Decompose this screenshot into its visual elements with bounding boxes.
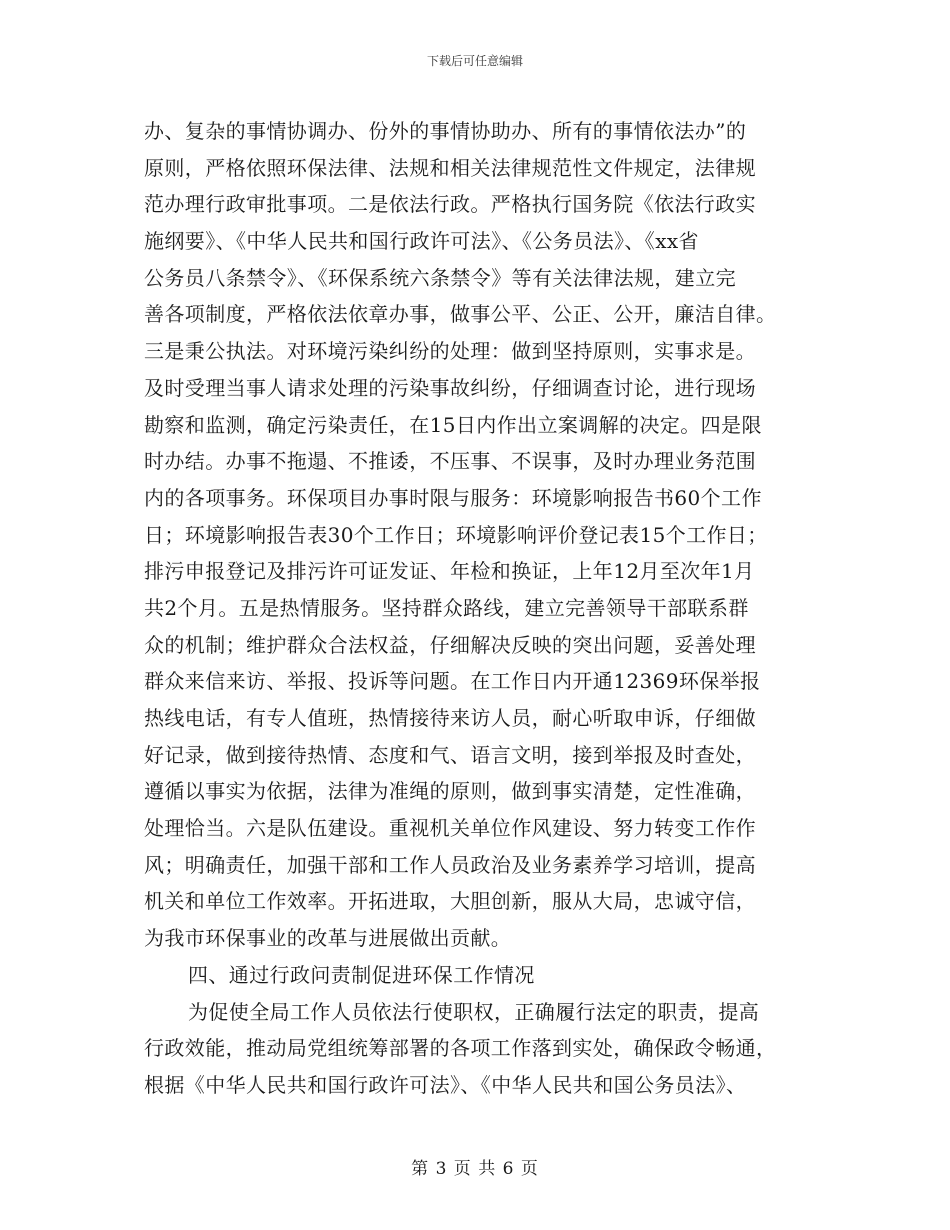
body-line: 及时受理当事人请求处理的污染事故纠纷，仔细调查讨论，进行现场 — [144, 375, 756, 400]
body-line: 根据《中华人民共和国行政许可法》、《中华人民共和国公务员法》、 — [144, 1072, 747, 1097]
body-line: 处理恰当。六是队伍建设。重视机关单位作风建设、努力转变工作作 — [144, 816, 756, 841]
document-body — [144, 113, 824, 1104]
body-line: 为促使全局工作人员依法行使职权，正确履行法定的职责，提高 — [188, 999, 760, 1024]
body-line: 范办理行政审批事项。二是依法行政。严格执行国务院《依法行政实 — [144, 192, 756, 217]
body-line: 为我市环保事业的改革与进展做出贡献。 — [144, 926, 512, 951]
body-line: 好记录，做到接待热情、态度和气、语言文明，接到举报及时查处， — [144, 742, 756, 767]
body-line: 众的机制；维护群众合法权益，仔细解决反映的突出问题，妥善处理 — [144, 632, 756, 657]
body-line: 行政效能，推动局党组统筹部署的各项工作落到实处，确保政令畅通， — [144, 1036, 777, 1061]
body-line: 群众来信来访、举报、投诉等问题。在工作日内开通12369环保举报 — [144, 669, 761, 694]
body-line: 排污申报登记及排污许可证发证、年检和换证，上年12月至次年1月 — [144, 559, 755, 584]
body-line: 善各项制度，严格依法依章办事，做事公平、公正、公开，廉洁自律。 — [144, 302, 777, 327]
page-number: 第 3 页 共 6 页 — [411, 1159, 539, 1179]
body-line: 办、复杂的事情协调办、份外的事情协助办、所有的事情依法办”的 — [144, 119, 747, 143]
body-line: 机关和单位工作效率。开拓进取，大胆创新，服从大局，忠诚守信， — [144, 889, 756, 914]
body-line: 原则，严格依照环保法律、法规和相关法律规范性文件规定，法律规 — [144, 155, 756, 180]
body-line: 内的各项事务。环保项目办事时限与服务：环境影响报告书60个工作 — [144, 485, 762, 510]
body-line: 遵循以事实为依据，法律为准绳的原则，做到事实清楚，定性准确， — [144, 779, 756, 804]
page-header: 下载后可任意编辑 — [426, 54, 523, 68]
body-line: 三是秉公执法。对环境污染纠纷的处理：做到坚持原则，实事求是。 — [144, 339, 756, 364]
body-line: 共2个月。五是热情服务。坚持群众路线，建立完善领导干部联系群 — [144, 595, 749, 620]
body-line: 勘察和监测，确定污染责任，在15日内作出立案调解的决定。四是限 — [144, 412, 762, 437]
body-line: 时办结。办事不拖遢、不推诿，不压事、不误事，及时办理业务范围 — [144, 449, 756, 474]
body-line: 风；明确责任，加强干部和工作人员政治及业务素养学习培训，提高 — [144, 852, 756, 877]
body-line: 施纲要》、《中华人民共和国行政许可法》、《公务员法》、《xx省 — [144, 229, 699, 254]
section-heading: 四、通过行政问责制促进环保工作情况 — [188, 962, 535, 987]
body-line: 公务员八条禁令》、《环保系统六条禁令》等有关法律法规，建立完 — [144, 265, 736, 290]
body-line: 日；环境影响报告表30个工作日；环境影响评价登记表15个工作日； — [144, 522, 768, 547]
body-line: 热线电话，有专人值班，热情接待来访人员，耐心听取申诉，仔细做 — [144, 706, 756, 730]
